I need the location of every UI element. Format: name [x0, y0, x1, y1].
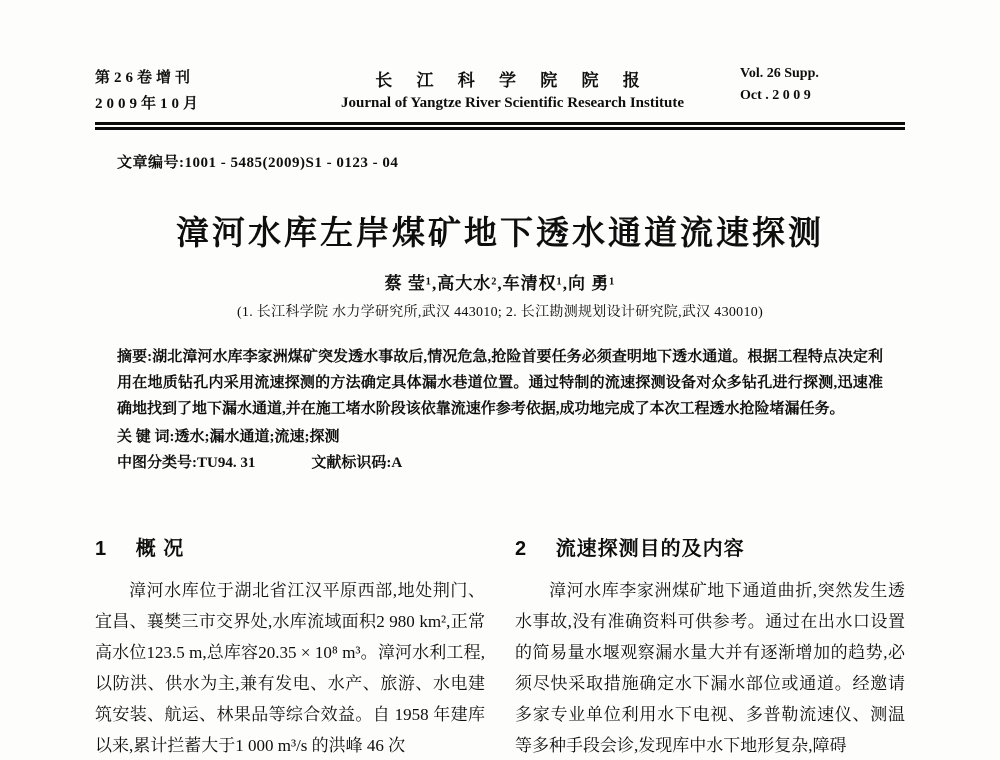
header-double-rule [95, 122, 905, 130]
doc-code-label: 文献标识码: [311, 455, 392, 471]
section-1-title: 概 况 [135, 538, 185, 560]
clc-number: TU94. 31 [197, 455, 256, 471]
abstract-label: 摘要: [117, 349, 153, 365]
keywords-label: 关 键 词: [117, 429, 175, 445]
header-volume-cn: 第26卷增刊 [95, 70, 195, 86]
header-volume-block [95, 66, 285, 113]
journal-title-en: Journal of Yangtze River Scientific Research Institute [340, 95, 684, 111]
keywords-line [117, 424, 883, 450]
article-number: 文章编号:1001 - 5485(2009)S1 - 0123 - 04 [117, 155, 399, 171]
header-date-en: Oct . 2 0 0 9 [740, 88, 811, 103]
header-date-cn: 2009年10月 [95, 96, 203, 112]
authors-line: 蔡 莹¹,高大水²,车清权¹,向 勇¹ [384, 274, 616, 293]
abstract-text: 湖北漳河水库李家洲煤矿突发透水事故后,情况危急,抢险首要任务必须查明地下透水通道。根据工程特点决定利用在地质钻孔内采用流速探测的方法确定具体漏水巷道位置。通过特制的流速探测设备对众多钻孔进行探测,迅速准确地找到了地下漏水通道,并在施工堵水阶段该依靠流速作参考依据,成功地完成了本次工程透水抢险堵漏任务。 [117, 349, 883, 417]
keywords-text: 透水;漏水通道;流速;探测 [174, 429, 340, 445]
section-2-title: 流速探测目的及内容 [555, 538, 745, 560]
column-right [515, 532, 905, 760]
section-2-number: 2 [515, 538, 528, 560]
section-1-paragraph: 漳河水库位于湖北省江汉平原西部,地处荆门、宜昌、襄樊三市交界处,水库流域面积2 980 km²,正常高水位123.5 m,总库容20.35 × 10⁸ m³。漳河水利工程,以防洪、供水为主,兼有发电、水产、旅游、水电建筑安装、航运、林果品等综合效益。自 1958 年建库以来,累计拦蓄大于1 000 m³/s 的洪峰 46 次 [95, 581, 485, 755]
header-volume-en: Vol. 26 Supp. [740, 66, 819, 81]
body-columns [95, 532, 905, 760]
abstract [117, 344, 883, 422]
doc-code: A [391, 455, 403, 471]
clc-label: 中图分类号: [117, 455, 197, 471]
paper-title: 漳河水库左岸煤矿地下透水通道流速探测 [176, 216, 824, 252]
header-journal-title-block [285, 66, 740, 112]
section-1-heading [95, 532, 485, 561]
section-1-number: 1 [95, 538, 108, 560]
header-issue-block [740, 66, 905, 104]
column-left [95, 532, 485, 760]
section-2-paragraph: 漳河水库李家洲煤矿地下通道曲折,突然发生透水事故,没有准确资料可供参考。通过在出水口设置的简易量水堰观察漏水量大并有逐渐增加的趋势,必须尽快采取措施确定水下漏水部位或通道。经邀请多家专业单位利用水下电视、多普勒流速仪、测温等多种手段会诊,发现库中水下地形复杂,障碍 [515, 581, 905, 755]
journal-title-cn: 长 江 科 学 院 院 报 [375, 71, 650, 90]
section-2-heading [515, 532, 905, 561]
affiliations-line: (1. 长江科学院 水力学研究所,武汉 443010; 2. 长江勘测规划设计研究院,武汉 430010) [236, 305, 764, 320]
journal-header [95, 66, 905, 113]
clc-line [117, 450, 883, 476]
front-matter [95, 151, 905, 476]
